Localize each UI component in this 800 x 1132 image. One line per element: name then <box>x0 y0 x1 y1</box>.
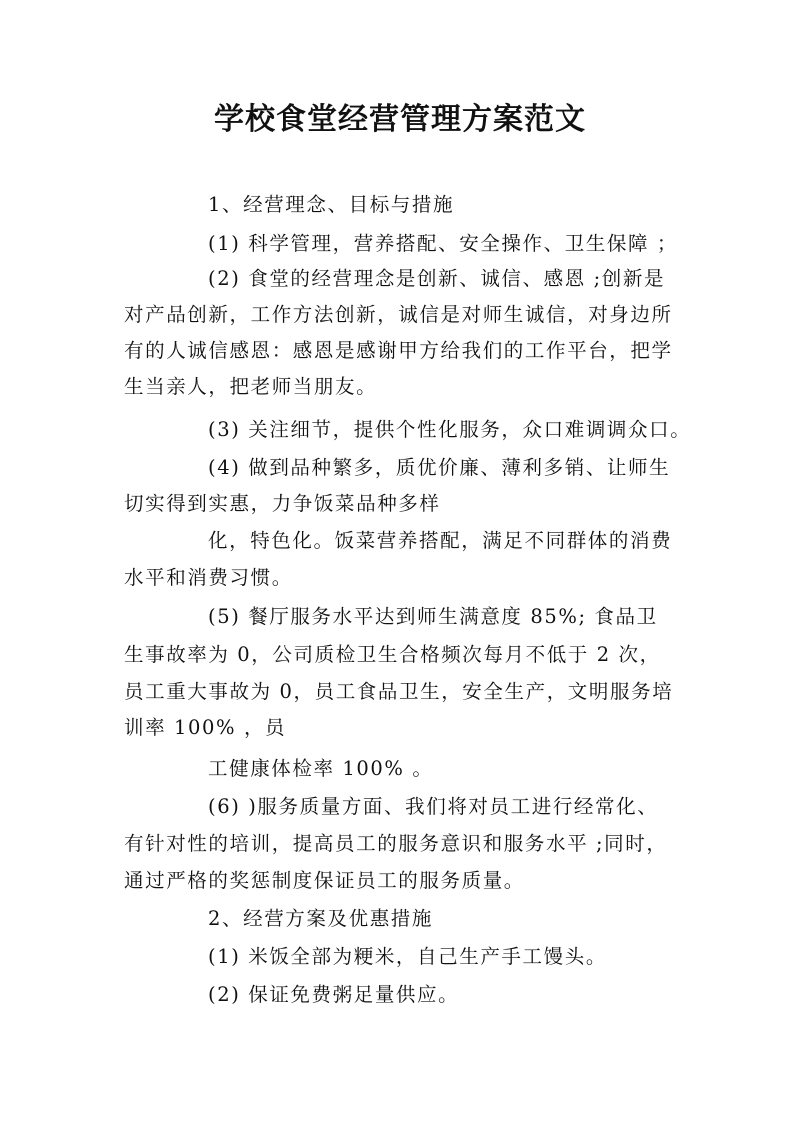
text-line-item-2: (2) 保证免费粥足量供应。 <box>208 983 460 1006</box>
text-line: 员工重大事故为 0，员工食品卫生，安全生产，文明服务培 <box>124 680 674 703</box>
text-line: 有针对性的培训，提高员工的服务意识和服务水平 ;同时， <box>124 832 668 855</box>
text-line: 通过严格的奖惩制度保证员工的服务质量。 <box>124 869 525 892</box>
text-line-item-1: (1) 米饭全部为粳米，自己生产手工馒头。 <box>208 945 607 968</box>
text-line-item-6: (6) )服务质量方面、我们将对员工进行经常化、 <box>208 795 659 818</box>
text-line-item-5: (5) 餐厅服务水平达到师生满意度 85%; 食品卫 <box>208 605 658 628</box>
text-line: 生事故率为 0，公司质检卫生合格频次每月不低于 2 次， <box>124 643 661 666</box>
text-line: 有的人诚信感恩：感恩是感谢甲方给我们的工作平台，把学 <box>124 339 673 362</box>
text-line-item-1: (1) 科学管理，营养搭配、安全操作、卫生保障 ； <box>208 232 679 255</box>
text-line: 化，特色化。饭菜营养搭配，满足不同群体的消费 <box>208 529 673 552</box>
text-line-item-3: (3) 关注细节，提供个性化服务，众口难调调众口。 <box>208 418 692 441</box>
text-line-item-2: (2) 食堂的经营理念是创新、诚信、感恩 ;创新是 <box>208 267 666 290</box>
text-line: 切实得到实惠，力争饭菜品种多样 <box>124 492 441 515</box>
text-line: 工健康体检率 100% 。 <box>208 757 434 780</box>
text-line-section-1-heading: 1、经营理念、目标与措施 <box>208 193 455 216</box>
text-line: 生当亲人，把老师当朋友。 <box>124 375 378 398</box>
document-title: 学校食堂经营管理方案范文 <box>214 102 586 137</box>
text-line: 训率 100% ，员 <box>124 716 287 739</box>
text-line: 对产品创新，工作方法创新，诚信是对师生诚信，对身边所 <box>124 303 673 326</box>
text-line-item-4: (4) 做到品种繁多，质优价廉、薄利多销、让师生 <box>208 456 671 479</box>
text-line: 水平和消费习惯。 <box>124 566 293 589</box>
text-line-section-2-heading: 2、经营方案及优惠措施 <box>208 907 434 930</box>
